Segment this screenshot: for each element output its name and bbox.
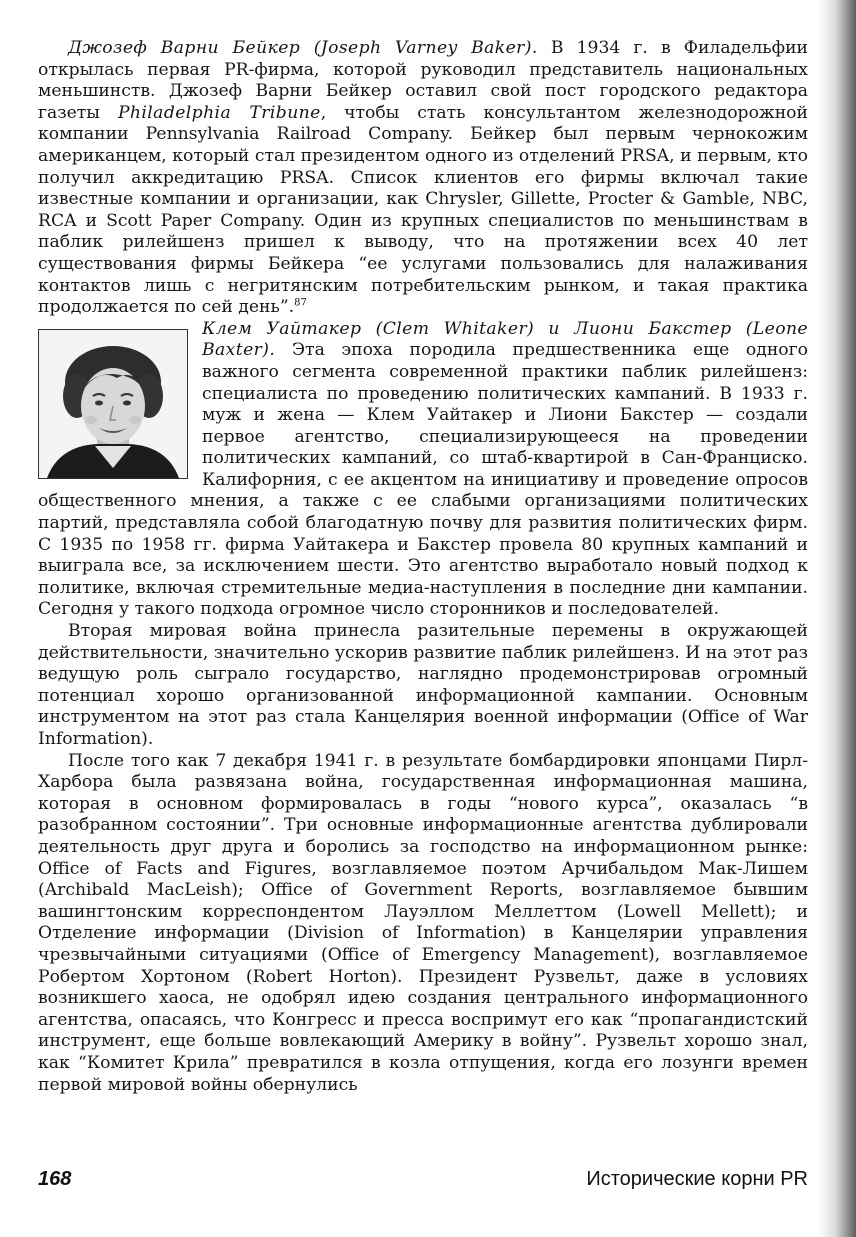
baker-heading: Джозеф Варни Бейкер (Joseph Varney Baker). [68,38,538,58]
baker-text-a: В 1934 г. в Филадельфии открылась первая PR-фирма, которой руководил представитель национальных меньшинств. Джозеф Варни Бейкер оставил свой пост городского редактора газеты [38,38,808,123]
book-spine-shadow [818,0,856,1237]
footnote-marker: 87 [294,297,307,309]
newspaper-title: Philadelphia Tribune [117,102,321,123]
running-title: Исторические корни PR [586,1168,808,1190]
baker-text-b: , чтобы стать консультантом железнодорожной компании Pennsylvania Railroad Company. Бейкер был первым чернокожим американцем, который стал президентом одного из отделений PRSA, и первым, кто получил аккредитацию PRSA. Список клиентов его фирмы включал такие известные компании и организации, как Chrysler, Gillette, Procter & Gamble, NBC, RCA и Scott Paper Company. Один из крупных специалистов по меньшинствам в паблик рилейшенз пришел к выводу, что на протяжении всех 40 лет существования фирмы Бейкера “ее услугами пользовались для налаживания контактов лишь с негритянским потребительским рынком, и такая практика продолжается по сей день”. [38,102,808,318]
page-body [38,38,808,1096]
page-footer [38,1164,808,1198]
whitaker-text: Эта эпоха породила предшественника еще одного важного сегмента современной практики паблик рилейшенз: специалиста по проведению политических кампаний. В 1933 г. муж и жена — Клем Уайтакер и Лиони Бакстер — создали первое агентство, специализирующееся на проведении политических кампаний, со штаб-квартирой в Сан-Франциско. Калифорния, с ее акцентом на инициативу и проведение опросов общественного мнения, а также с ее слабыми организациями политических партий, представляла собой благодатную почву для развития политических фирм. С 1935 по 1958 гг. фирма Уайтакера и Бакстер провела 80 крупных кампаний и выиграла все, за исключением шести. Это агентство выработало новый подход к политике, включая стремительные медиа-наступления в последние дни кампании. Сегодня у такого подхода огромное число сторонников и последователей. [38,340,808,620]
pearl-harbor-paragraph: После того как 7 декабря 1941 г. в результате бомбардировки японцами Пирл-Харбора была развязана война, государственная информационная машина, которая в основном формировалась в годы “нового курса”, оказалась “в разобранном состоянии”. Три основные информационные агентства дублировали деятельность друг друга и боролись за господство на информационном рынке: Office of Facts and Figures, возглавляемое поэтом Арчибальдом Мак-Лишем (Archibald MacLeish); Office of Government Reports, возглавляемое бывшим вашингтонским корреспондентом Лауэллом Меллеттом (Lowell Mellett); и Отделение информации (Division of Information) в Канцелярии управления чрезвычайными ситуациями (Office of Emergency Management), возглавляемое Робертом Хортоном (Robert Horton). Президент Рузвельт, даже в условиях возникшего хаоса, не одобрял идею создания центрального информационного агентства, опасаясь, что Конгресс и пресса воспримут его как “пропагандистский инструмент, еще больше вовлекающий Америку в войну”. Рузвельт хорошо знал, как “Комитет Крила” превратился в козла отпущения, когда его лозунги времен первой мировой войны обернулись [38,750,808,1095]
page-number: 168 [38,1168,72,1190]
war-paragraph: Вторая мировая война принесла разительные перемены в окружающей действительности, значительно ускорив развитие паблик рилейшенз. И на этот раз ведущую роль сыграло государство, наглядно продемонстрировав огромный потенциал хорошо организованной информационной кампании. Основным инструментом на этот раз стала Канцелярия военной информации (Office of War Information). [38,621,808,749]
whitaker-heading: Клем Уайтакер (Clem Whitaker) и Лиони Бакстер (Leone Baxter). [202,318,808,361]
baker-paragraph [38,38,808,319]
leone-baxter-portrait [38,329,188,479]
